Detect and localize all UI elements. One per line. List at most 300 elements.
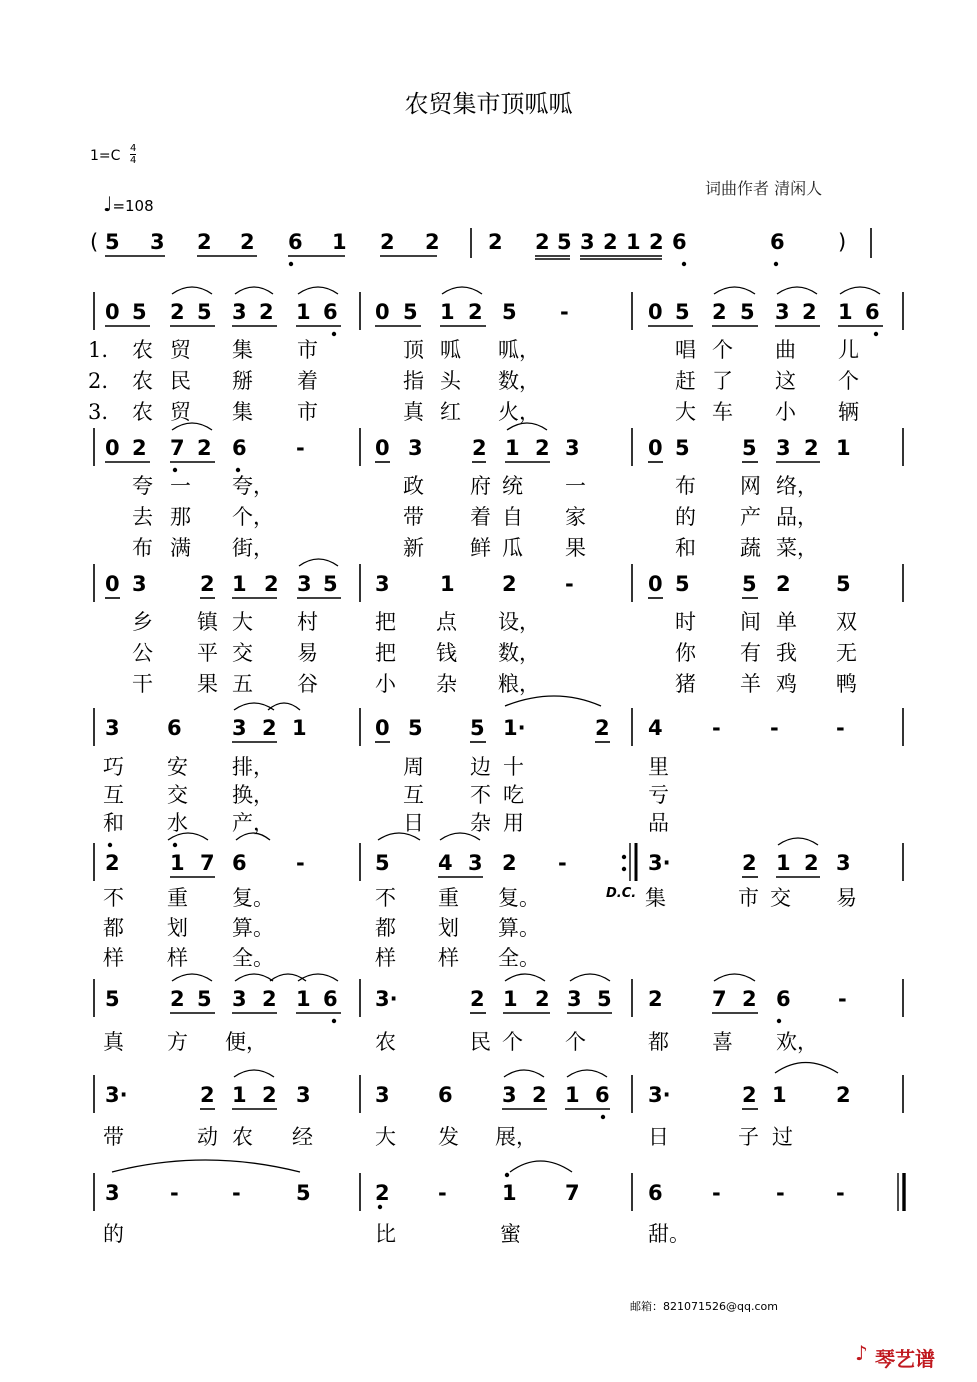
lyric: 布 (132, 536, 153, 560)
note: 2 (742, 987, 757, 1011)
lyric: 蜜 (500, 1222, 521, 1246)
tie-arc (298, 974, 338, 981)
note: 5 (470, 716, 485, 740)
contact-email: 邮箱：821071526@qq.com (630, 1300, 778, 1313)
lyric: 品， (776, 505, 818, 529)
note: 2 (836, 1083, 851, 1107)
lyric: 头 (440, 369, 461, 393)
tie-arc (778, 838, 818, 845)
page-title: 农贸集市顶呱呱 (404, 90, 573, 118)
note: 1 (440, 572, 455, 596)
lyric: 不 (470, 783, 491, 807)
note: 4 (438, 851, 453, 875)
octave-dot (289, 262, 293, 266)
lyric: 交 (770, 886, 791, 910)
note: 1 (232, 572, 247, 596)
note: 5 (197, 300, 212, 324)
lyric: 赶 (675, 369, 696, 393)
note: 5 (197, 987, 212, 1011)
lyric: 巧 (103, 755, 124, 779)
lyric: 掰 (232, 369, 253, 393)
lyric: 集 (232, 400, 253, 424)
lyric: 菜， (776, 536, 818, 560)
note: 0 (105, 436, 120, 460)
lyric: 镇 (197, 610, 218, 634)
time-sig-bottom: 4 (130, 155, 137, 166)
lyric: 全。 (498, 946, 540, 970)
lyric: 方 (167, 1030, 188, 1054)
intro-note: 6 (288, 230, 303, 254)
note: 3 (375, 572, 390, 596)
lyric: 水 (167, 811, 188, 835)
tie-arc (714, 287, 755, 294)
note: 5 (742, 572, 757, 596)
note: 2 (742, 1083, 757, 1107)
lyric: 把 (375, 610, 396, 634)
lyric: 鸡 (776, 672, 797, 696)
lyric: 交 (232, 641, 253, 665)
lyric: 样 (167, 946, 188, 970)
key-signature: 1=C (90, 148, 121, 164)
note: 5 (597, 987, 612, 1011)
note: 6 (776, 987, 791, 1011)
dash-note: - (170, 1181, 179, 1205)
note: 2 (535, 987, 550, 1011)
tie-arc (840, 287, 880, 294)
note: 3 (408, 436, 423, 460)
lyric: 用 (503, 811, 524, 835)
lyric: 和 (675, 536, 696, 560)
note: 3 (776, 436, 791, 460)
lyric: 一 (170, 474, 191, 498)
lyric: 算。 (232, 916, 274, 940)
lyric: 大 (232, 610, 253, 634)
repeat-dot (622, 855, 626, 859)
lyric: 的 (675, 505, 696, 529)
tie-arc (270, 974, 306, 981)
lyric: 街， (232, 536, 274, 560)
lyric: 比 (375, 1222, 396, 1246)
quarter-note-icon: ♩ (103, 192, 113, 216)
note: 2 (170, 987, 185, 1011)
lyric: 集 (232, 338, 253, 362)
verse-number: 1. (88, 338, 109, 362)
intro-note: 2 (197, 230, 212, 254)
lyric: 小 (375, 672, 396, 696)
lyric: 展， (495, 1125, 537, 1149)
lyric: 样 (438, 946, 459, 970)
note: 3 (502, 1083, 517, 1107)
note: 1 (170, 851, 185, 875)
octave-dot (173, 468, 177, 472)
lyric: 数， (498, 641, 540, 665)
lyric: 个， (232, 505, 274, 529)
note: 1 (505, 436, 520, 460)
lyric: 复。 (232, 886, 274, 910)
lyric: 样 (103, 946, 124, 970)
dash-note: - (438, 1181, 447, 1205)
slur-arc (112, 1160, 300, 1172)
note: 3· (648, 1083, 671, 1107)
tempo-value: =108 (112, 197, 154, 215)
note: 3· (105, 1083, 128, 1107)
note: 6 (167, 716, 182, 740)
dash-note: - (838, 987, 847, 1011)
note: 0 (375, 300, 390, 324)
lyric: 谷 (297, 672, 318, 696)
intro-note: 2 (603, 230, 618, 254)
note: 5 (675, 300, 690, 324)
note: 2 (502, 851, 517, 875)
note: 2 (742, 851, 757, 875)
note: 1 (296, 300, 311, 324)
lyric: 欢， (776, 1030, 818, 1054)
note: 1 (440, 300, 455, 324)
note: 2 (468, 300, 483, 324)
dash-note: - (712, 1181, 721, 1205)
dash-note: - (558, 851, 567, 875)
note: 2 (648, 987, 663, 1011)
lyric: 大 (375, 1125, 396, 1149)
lyric: 动 (197, 1125, 218, 1149)
octave-dot (378, 1205, 382, 1209)
note: 2 (105, 851, 120, 875)
lyric: 儿 (838, 338, 859, 362)
note: 2 (535, 436, 550, 460)
note: 3 (296, 1083, 311, 1107)
octave-dot (874, 332, 878, 336)
lyric: 互 (103, 783, 124, 807)
lyric: 那 (170, 505, 191, 529)
logo-icon: ♪ (855, 1341, 868, 1365)
lyric: 鸭 (836, 672, 857, 696)
lyric: 带 (403, 505, 424, 529)
tie-arc (172, 423, 212, 430)
lyric: 的 (103, 1222, 124, 1246)
note: 3· (648, 851, 671, 875)
tie-arc (299, 559, 338, 566)
note: 2 (200, 1083, 215, 1107)
note: 0 (375, 716, 390, 740)
dash-note: - (836, 1181, 845, 1205)
lyric: 算。 (498, 916, 540, 940)
octave-dot (173, 843, 177, 847)
note: 2 (264, 572, 279, 596)
intro-note: 1 (626, 230, 641, 254)
note: 7 (712, 987, 727, 1011)
octave-dot (682, 262, 686, 266)
octave-dot (108, 843, 112, 847)
lyric: 亏 (648, 783, 669, 807)
tie-arc (570, 974, 610, 981)
lyric: 指 (403, 369, 424, 393)
note: 2 (595, 716, 610, 740)
tie-arc (235, 287, 273, 294)
lyric: 都 (375, 916, 396, 940)
intro-note: 3 (150, 230, 165, 254)
dash-note: - (770, 716, 779, 740)
lyric: 曲 (775, 338, 796, 362)
intro-note: 2 (649, 230, 664, 254)
lyric: 周 (403, 755, 424, 779)
lyric: 乡 (132, 610, 153, 634)
note: 3 (567, 987, 582, 1011)
lyric: 民 (170, 369, 191, 393)
note: 1 (503, 987, 518, 1011)
dc-mark: D.C. (606, 886, 637, 901)
lyric: 市 (738, 886, 759, 910)
lyric: 十 (503, 755, 524, 779)
lyric: 家 (565, 505, 586, 529)
lyric: 样 (375, 946, 396, 970)
intro-note: 5 (557, 230, 572, 254)
lyric: 了 (712, 369, 733, 393)
lyric: 五 (232, 672, 253, 696)
note: 2 (132, 436, 147, 460)
note: 5 (323, 572, 338, 596)
tie-arc (567, 1070, 607, 1077)
slur-arc (775, 1063, 838, 1074)
tie-arc (504, 1070, 544, 1077)
intro-note: 2 (488, 230, 503, 254)
lyric: 里 (648, 755, 669, 779)
note: 3· (375, 987, 398, 1011)
lyric: 复。 (498, 886, 540, 910)
lyric: 子 (738, 1125, 759, 1149)
note: 5 (132, 300, 147, 324)
lyric: 易 (297, 641, 318, 665)
note: 1 (776, 851, 791, 875)
lyric: 过 (772, 1125, 793, 1149)
lyric: 果 (197, 672, 218, 696)
note: 5 (403, 300, 418, 324)
note: 0 (648, 436, 663, 460)
lyric: 民 (470, 1030, 491, 1054)
tie-arc (172, 287, 212, 294)
lyric: 鲜 (470, 536, 491, 560)
note: 2 (502, 572, 517, 596)
note: 3 (105, 716, 120, 740)
lyric: 瓜 (502, 536, 523, 560)
lyric: 数， (498, 369, 540, 393)
lyric: 顶 (403, 338, 424, 362)
lyric: 农 (375, 1030, 396, 1054)
tie-arc (505, 974, 545, 981)
octave-dot (332, 332, 336, 336)
lyric: 着 (470, 505, 491, 529)
tie-arc (507, 423, 547, 430)
lyric: 市 (297, 400, 318, 424)
lyric: 时 (675, 610, 696, 634)
lyric: 喜 (712, 1030, 733, 1054)
note: 3 (297, 572, 312, 596)
lyric: 干 (132, 672, 153, 696)
lyric: 这 (775, 369, 796, 393)
note: 2 (375, 1181, 390, 1205)
dash-note: - (560, 300, 569, 324)
tie-arc (235, 974, 273, 981)
note: 6 (232, 851, 247, 875)
note: 0 (648, 572, 663, 596)
intro-open-paren: ( (90, 230, 99, 254)
note: 6 (865, 300, 880, 324)
lyric: 呱， (498, 338, 540, 362)
lyric: 重 (438, 886, 459, 910)
lyric: 真 (103, 1030, 124, 1054)
lyric: 都 (648, 1030, 669, 1054)
octave-dot (777, 1019, 781, 1023)
lyric: 市 (297, 338, 318, 362)
note: 4 (648, 716, 663, 740)
note: 3 (105, 1181, 120, 1205)
lyric: 带 (103, 1125, 124, 1149)
note: 2 (776, 572, 791, 596)
note: 6 (648, 1181, 663, 1205)
lyric: 火， (498, 400, 540, 424)
intro-note: 5 (105, 230, 120, 254)
note: 0 (375, 436, 390, 460)
lyric: 不 (103, 886, 124, 910)
lyric: 全。 (232, 946, 274, 970)
note: 5 (675, 572, 690, 596)
lyric: 唱 (675, 338, 696, 362)
lyric: 间 (740, 610, 761, 634)
lyric: 换， (232, 783, 274, 807)
lyric: 把 (375, 641, 396, 665)
tie-arc (234, 1070, 274, 1077)
note: 2 (532, 1083, 547, 1107)
octave-dot (236, 468, 240, 472)
note: 2 (802, 300, 817, 324)
lyric: 钱 (436, 641, 457, 665)
slur-arc (510, 1161, 572, 1172)
note: 3 (775, 300, 790, 324)
intro-note: 2 (380, 230, 395, 254)
note: 6 (323, 300, 338, 324)
note: 2 (259, 300, 274, 324)
note: 5 (742, 436, 757, 460)
note: 5 (836, 572, 851, 596)
dash-note: - (296, 436, 305, 460)
note: 7 (565, 1181, 580, 1205)
tie-arc (172, 974, 212, 981)
note: 7 (170, 436, 185, 460)
lyric: 产 (740, 505, 761, 529)
note: 3 (132, 572, 147, 596)
note: 6 (595, 1083, 610, 1107)
lyric: 个 (565, 1030, 586, 1054)
note: 2 (262, 987, 277, 1011)
lyric: 夸 (132, 474, 153, 498)
lyric: 统 (502, 474, 523, 498)
note: 6 (323, 987, 338, 1011)
lyric: 着 (297, 369, 318, 393)
lyric: 布 (675, 474, 696, 498)
intro-note: 2 (425, 230, 440, 254)
lyric: 自 (502, 505, 523, 529)
lyric: 发 (438, 1125, 459, 1149)
lyric: 排， (232, 755, 274, 779)
time-signature (130, 143, 136, 166)
note: 1 (772, 1083, 787, 1107)
lyric: 辆 (838, 400, 859, 424)
note: 3 (232, 987, 247, 1011)
note: 2 (170, 300, 185, 324)
lyric: 你 (675, 641, 696, 665)
note: 0 (648, 300, 663, 324)
repeat-dot (622, 867, 626, 871)
lyric: 农 (132, 400, 153, 424)
author-credit: 词曲作者 清闲人 (705, 179, 823, 198)
lyric: 府 (470, 474, 491, 498)
note: 5 (296, 1181, 311, 1205)
verse-number: 2. (88, 369, 109, 393)
lyric: 车 (712, 400, 733, 424)
lyric: 个 (838, 369, 859, 393)
lyric: 无 (836, 641, 857, 665)
lyric: 蔬 (740, 536, 761, 560)
lyric: 日 (403, 811, 424, 835)
note: 0 (105, 300, 120, 324)
lyric: 贸 (170, 338, 191, 362)
lyric: 农 (232, 1125, 253, 1149)
lyric: 新 (403, 536, 424, 560)
tie-arc (777, 287, 817, 294)
note: 0 (105, 572, 120, 596)
lyric: 重 (167, 886, 188, 910)
note: 2 (804, 436, 819, 460)
note: 6 (438, 1083, 453, 1107)
lyric: 去 (132, 505, 153, 529)
note: 5 (105, 987, 120, 1011)
lyric: 不 (375, 886, 396, 910)
lyric: 大 (675, 400, 696, 424)
note: 3 (232, 716, 247, 740)
lyric: 都 (103, 916, 124, 940)
note: 2 (262, 716, 277, 740)
lyric: 互 (403, 783, 424, 807)
lyric: 猪 (675, 672, 696, 696)
note: 2 (712, 300, 727, 324)
lyric: 吃 (503, 783, 524, 807)
lyric: 粮， (498, 672, 540, 696)
tie-arc (268, 703, 300, 710)
note: 1 (292, 716, 307, 740)
note: 2 (197, 436, 212, 460)
note: 1 (836, 436, 851, 460)
octave-dot (505, 1173, 509, 1177)
dash-note: - (836, 716, 845, 740)
note: 1 (565, 1083, 580, 1107)
lyric: 单 (776, 610, 797, 634)
lyric: 便， (225, 1030, 267, 1054)
octave-dot (601, 1115, 605, 1119)
lyric: 集 (645, 886, 666, 910)
note: 2 (804, 851, 819, 875)
note: 6 (232, 436, 247, 460)
intro-note: 2 (240, 230, 255, 254)
intro-note: 3 (580, 230, 595, 254)
slur-arc (505, 696, 601, 706)
lyric: 平 (197, 641, 218, 665)
lyric: 农 (132, 369, 153, 393)
lyric: 小 (775, 400, 796, 424)
lyric: 点 (436, 610, 457, 634)
note: 1 (232, 1083, 247, 1107)
verse-number: 3. (88, 400, 109, 424)
intro-note: 6 (672, 230, 687, 254)
lyric: 羊 (740, 672, 761, 696)
